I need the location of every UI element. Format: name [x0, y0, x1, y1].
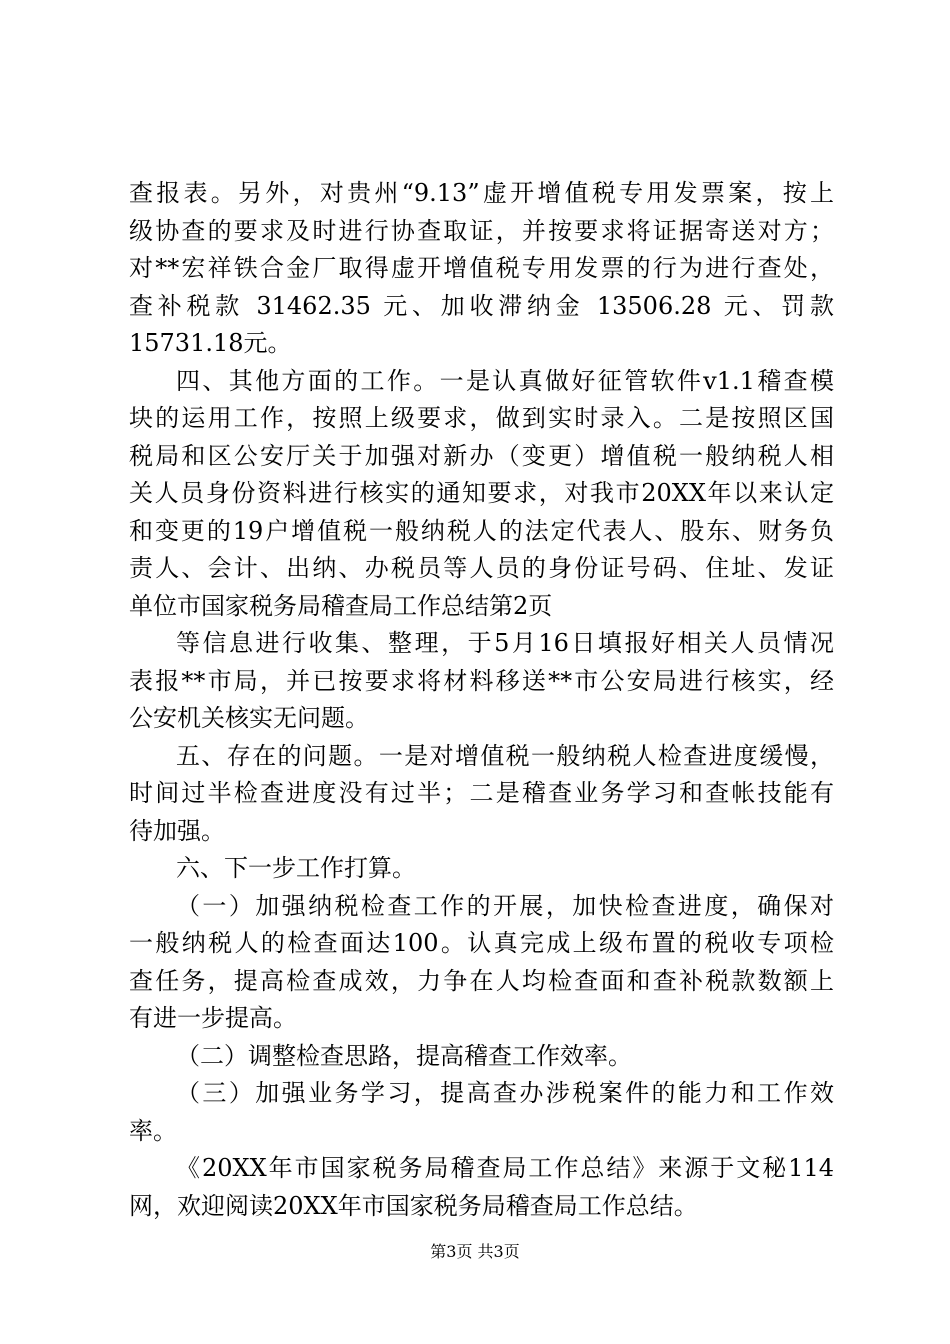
document-body: [129, 175, 834, 1225]
text-line: 15731.18元。: [129, 329, 292, 357]
text-line: 《20XX年市国家税务局稽查局工作总结》来源于文秘114: [176, 1154, 834, 1182]
text-line: 级协查的要求及时进行协查取证，并按要求将证据寄送对方；: [129, 216, 834, 245]
text-line: 时间过半检查进度没有过半；二是稽查业务学习和查帐技能有: [129, 779, 834, 807]
text-line: 查补税款 31462.35 元、加收滞纳金 13506.28 元、罚款: [129, 291, 834, 320]
text-line: 税局和区公安厅关于加强对新办（变更）增值税一般纳税人相: [129, 441, 834, 470]
text-line: 有进一步提高。: [129, 1004, 297, 1032]
text-line: 对**宏祥铁合金厂取得虚开增值税专用发票的行为进行查处，: [129, 254, 834, 282]
text-line: 责人、会计、出纳、办税员等人员的身份证号码、住址、发证: [129, 554, 834, 582]
text-line: 公安机关核实无问题。: [129, 704, 369, 732]
page-footer: 第3页 共3页: [430, 1242, 520, 1261]
text-line: （一）加强纳税检查工作的开展，加快检查进度，确保对: [176, 891, 834, 920]
text-line: 四、其他方面的工作。一是认真做好征管软件v1.1稽查模: [176, 366, 834, 395]
text-line: 表报**市局，并已按要求将材料移送**市公安局进行核实，经: [129, 666, 834, 695]
text-line: 率。: [129, 1116, 177, 1145]
text-line: 关人员身份资料进行核实的通知要求，对我市20XX年以来认定: [129, 479, 834, 507]
text-line: 六、下一步工作打算。: [176, 854, 416, 882]
text-line: （三）加强业务学习，提高查办涉税案件的能力和工作效: [176, 1079, 834, 1107]
text-line: 查任务，提高检查成效，力争在人均检查面和查补税款数额上: [129, 966, 834, 995]
text-line: 块的运用工作，按照上级要求，做到实时录入。二是按照区国: [129, 404, 834, 432]
text-line: （二）调整检查思路，提高稽查工作效率。: [176, 1041, 632, 1070]
text-line: 待加强。: [129, 816, 225, 845]
text-line: 和变更的19户增值税一般纳税人的法定代表人、股东、财务负: [129, 516, 834, 545]
text-line: 五、存在的问题。一是对增值税一般纳税人检查进度缓慢，: [176, 741, 834, 770]
text-line: 查报表。另外，对贵州“9.13”虚开增值税专用发票案，按上: [129, 179, 834, 207]
text-line: 单位市国家税务局稽查局工作总结第2页: [129, 591, 553, 620]
text-line: 一般纳税人的检查面达100。认真完成上级布置的税收专项检: [129, 929, 834, 957]
text-line: 等信息进行收集、整理，于5月16日填报好相关人员情况: [176, 629, 834, 657]
text-line: 网，欢迎阅读20XX年市国家税务局稽查局工作总结。: [129, 1191, 698, 1220]
